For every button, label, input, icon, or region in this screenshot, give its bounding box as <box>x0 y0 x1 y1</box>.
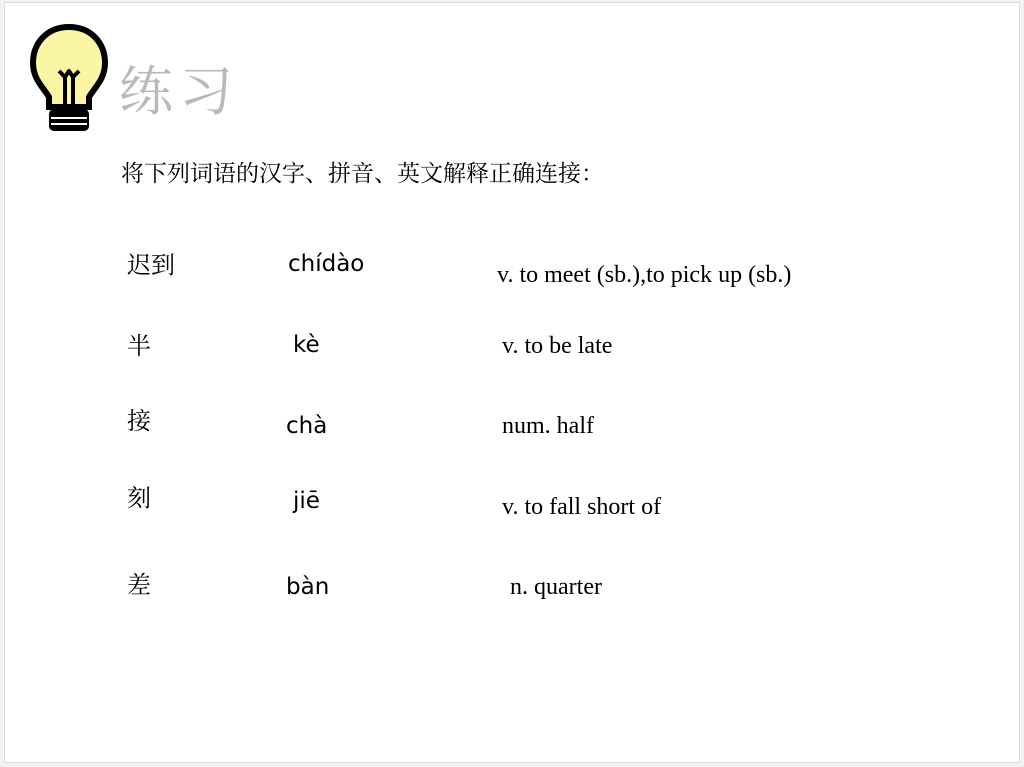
pinyin-item: chà <box>286 413 328 439</box>
character-item: 迟到 <box>127 251 175 279</box>
character-item: 半 <box>127 332 151 360</box>
english-item: n. quarter <box>510 574 602 600</box>
instruction-text: 将下列词语的汉字、拼音、英文解释正确连接： <box>121 161 604 187</box>
character-item: 刻 <box>127 484 151 512</box>
english-item: v. to fall short of <box>502 494 662 520</box>
pinyin-item: kè <box>293 332 320 358</box>
english-item: num. half <box>502 413 594 439</box>
character-item: 接 <box>127 407 151 435</box>
slide <box>4 2 1020 763</box>
character-item: 差 <box>127 571 151 599</box>
pinyin-item: chídào <box>288 251 365 277</box>
english-item: v. to meet (sb.),to pick up (sb.) <box>497 262 792 288</box>
lightbulb-icon <box>27 21 111 137</box>
pinyin-item: bàn <box>286 574 330 600</box>
english-item: v. to be late <box>502 333 613 359</box>
slide-title: 练习 <box>119 60 239 123</box>
pinyin-item: jiē <box>293 488 320 514</box>
